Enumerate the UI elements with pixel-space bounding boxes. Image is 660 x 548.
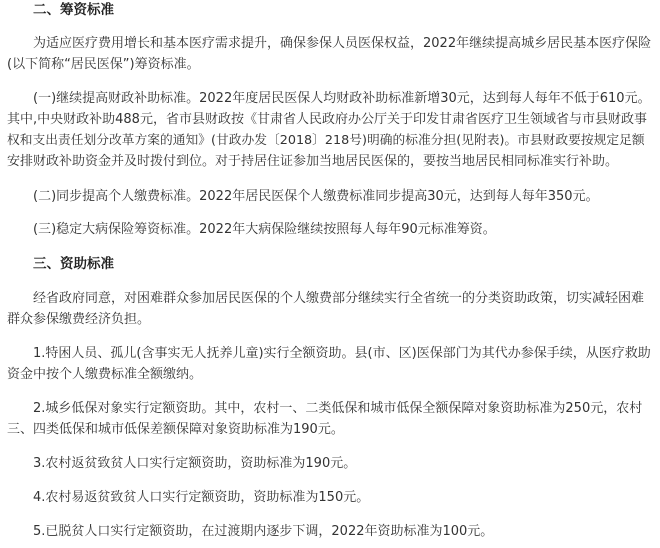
- section3-item2-line-2: 三、四类低保和城市低保差额保障对象资助标准为190元。: [7, 422, 344, 437]
- section2-item1-line-4: 安排财政补助资金并及时拨付到位。对于持居住证参加当地居民医保的，要按当地居民相同标准实行补助。: [7, 154, 619, 169]
- section2-item1-line-1: (一)继续提高财政补助标准。2022年度居民医保人均财政补助标准新增30元，达到每人每年不低于610元。: [33, 91, 651, 106]
- section2-item3: (三)稳定大病保险筹资标准。2022年大病保险继续按照每人每年90元标准筹资。: [33, 222, 496, 237]
- section2-item1-line-2: 其中,中央财政补助488元，省市县财政按《甘肃省人民政府办公厅关于印发甘肃省医疗卫生领域省与市县财政事: [7, 112, 647, 127]
- section3-item3: 3.农村返贫致贫人口实行定额资助，资助标准为190元。: [33, 456, 357, 471]
- section3-item4: 4.农村易返贫致贫人口实行定额资助，资助标准为150元。: [33, 490, 370, 505]
- section2-item1-line-3: 权和支出责任划分改革方案的通知》(甘政办发〔2018〕218号)明确的标准分担(见附表)。市县财政要按规定足额: [7, 133, 645, 148]
- section2-intro-line-2: (以下简称“居民医保”)筹资标准。: [7, 57, 200, 72]
- section3-item1-line-2: 资金中按个人缴费标准全额缴纳。: [7, 367, 203, 382]
- section-heading-funding-standard: 二、筹资标准: [33, 2, 114, 18]
- section3-intro-line-1: 经省政府同意，对困难群众参加居民医保的个人缴费部分继续实行全省统一的分类资助政策，切实减轻困难: [33, 291, 645, 306]
- section3-item5: 5.已脱贫人口实行定额资助，在过渡期内逐步下调，2022年资助标准为100元。: [33, 524, 494, 539]
- section2-intro-line-1: 为适应医疗费用增长和基本医疗需求提升，确保参保人员医保权益，2022年继续提高城乡居民基本医疗保险: [33, 36, 652, 51]
- section3-item2-line-1: 2.城乡低保对象实行定额资助。其中，农村一、二类低保和城市低保全额保障对象资助标准为250元，农村: [33, 401, 643, 416]
- section3-item1-line-1: 1.特困人员、孤儿(含事实无人抚养儿童)实行全额资助。县(市、区)医保部门为其代办参保手续，从医疗救助: [33, 346, 651, 361]
- section3-intro-line-2: 群众参保缴费经济负担。: [7, 312, 151, 327]
- section2-item2: (二)同步提高个人缴费标准。2022年居民医保个人缴费标准同步提高30元，达到每人每年350元。: [33, 189, 599, 204]
- section-heading-subsidy-standard: 三、资助标准: [33, 256, 114, 272]
